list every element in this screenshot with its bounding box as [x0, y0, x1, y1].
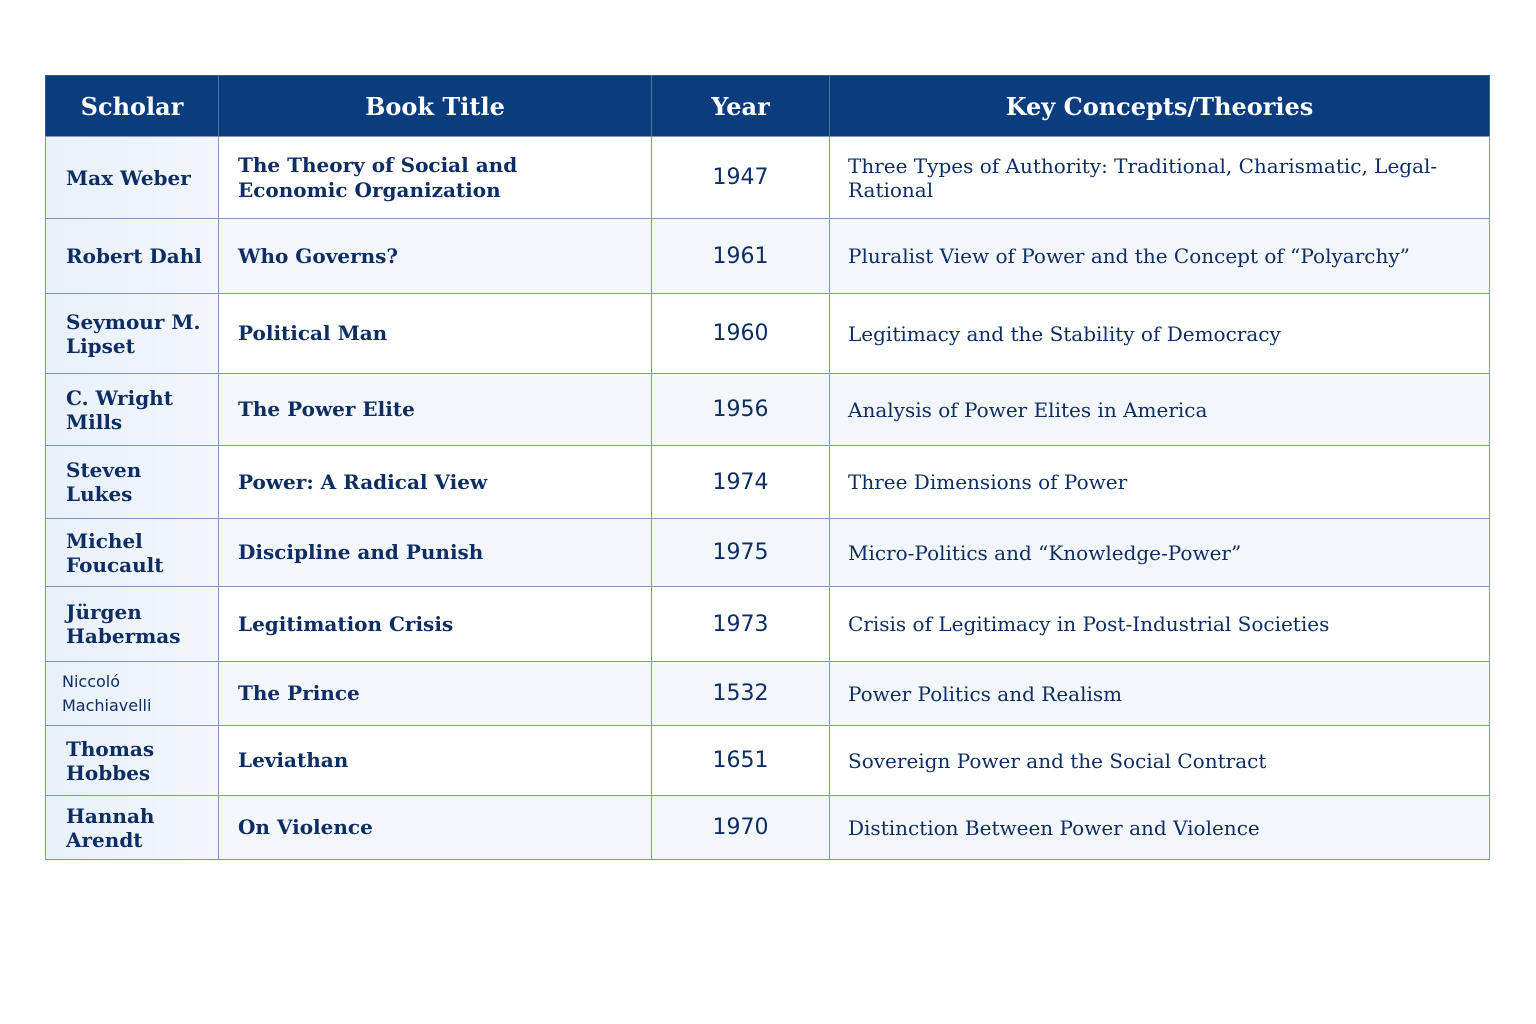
year-cell: 1947: [652, 137, 830, 219]
book-title-cell: The Power Elite: [219, 374, 652, 446]
year-cell: 1973: [652, 587, 830, 662]
table-row: [46, 796, 1490, 860]
scholar-cell: Max Weber: [46, 137, 219, 219]
year-cell: 1532: [652, 662, 830, 726]
book-title-cell: Legitimation Crisis: [219, 587, 652, 662]
year-cell: 1960: [652, 294, 830, 374]
scholar-cell: Hannah Arendt: [46, 796, 219, 860]
scholar-cell: Jürgen Habermas: [46, 587, 219, 662]
year-cell: 1970: [652, 796, 830, 860]
scholar-cell: Steven Lukes: [46, 446, 219, 519]
table-row: [46, 294, 1490, 374]
year-cell: 1956: [652, 374, 830, 446]
column-header-year: Year: [652, 76, 830, 137]
book-title-cell: The Prince: [219, 662, 652, 726]
table-header: [46, 76, 1490, 137]
concepts-cell: Distinction Between Power and Violence: [830, 796, 1490, 860]
year-cell: 1961: [652, 219, 830, 294]
table-row: [46, 446, 1490, 519]
table-row: [46, 519, 1490, 587]
book-title-cell: Power: A Radical View: [219, 446, 652, 519]
table-row: [46, 374, 1490, 446]
concepts-cell: Legitimacy and the Stability of Democracy: [830, 294, 1490, 374]
book-title-cell: Who Governs?: [219, 219, 652, 294]
table-row: [46, 219, 1490, 294]
concepts-cell: Analysis of Power Elites in America: [830, 374, 1490, 446]
scholar-cell: Thomas Hobbes: [46, 726, 219, 796]
book-title-cell: The Theory of Social and Economic Organization: [219, 137, 652, 219]
book-title-cell: Leviathan: [219, 726, 652, 796]
table-row: [46, 662, 1490, 726]
concepts-cell: Three Types of Authority: Traditional, Charismatic, Legal-Rational: [830, 137, 1490, 219]
year-cell: 1974: [652, 446, 830, 519]
scholar-cell: Robert Dahl: [46, 219, 219, 294]
year-cell: 1651: [652, 726, 830, 796]
concepts-cell: Sovereign Power and the Social Contract: [830, 726, 1490, 796]
scholar-cell: Seymour M. Lipset: [46, 294, 219, 374]
scholar-cell: Michel Foucault: [46, 519, 219, 587]
concepts-cell: Micro-Politics and “Knowledge-Power”: [830, 519, 1490, 587]
book-title-cell: On Violence: [219, 796, 652, 860]
concepts-cell: Pluralist View of Power and the Concept of “Polyarchy”: [830, 219, 1490, 294]
book-title-cell: Political Man: [219, 294, 652, 374]
column-header-book-title: Book Title: [219, 76, 652, 137]
book-title-cell: Discipline and Punish: [219, 519, 652, 587]
table-body: [46, 137, 1490, 860]
table-row: [46, 587, 1490, 662]
table-row: [46, 137, 1490, 219]
header-row: [46, 76, 1490, 137]
scholar-cell: C. Wright Mills: [46, 374, 219, 446]
column-header-scholar: Scholar: [46, 76, 219, 137]
scholars-table-container: [45, 75, 1489, 860]
column-header-concepts: Key Concepts/Theories: [830, 76, 1490, 137]
year-cell: 1975: [652, 519, 830, 587]
table-row: [46, 726, 1490, 796]
scholars-table: [45, 75, 1490, 860]
concepts-cell: Power Politics and Realism: [830, 662, 1490, 726]
scholar-cell: Niccoló Machiavelli: [46, 662, 219, 726]
concepts-cell: Three Dimensions of Power: [830, 446, 1490, 519]
concepts-cell: Crisis of Legitimacy in Post-Industrial Societies: [830, 587, 1490, 662]
